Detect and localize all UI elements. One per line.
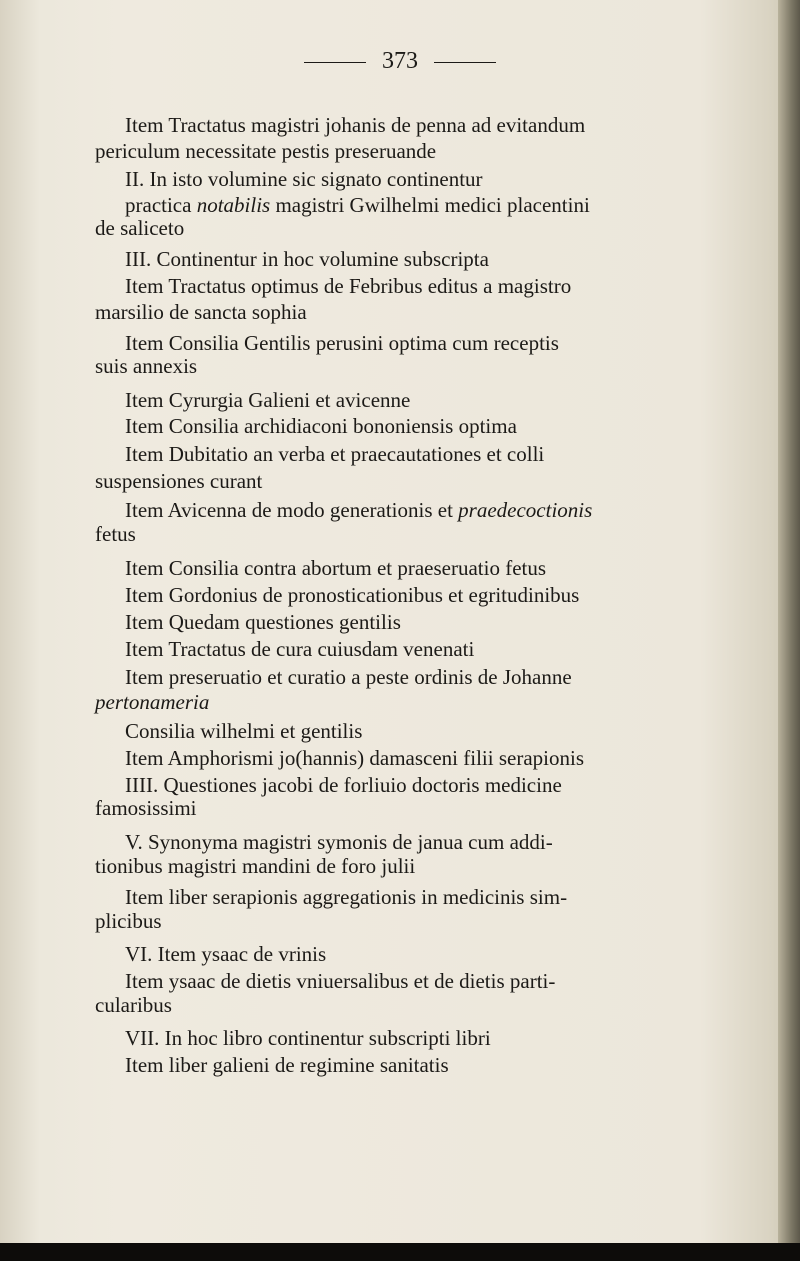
line-11: Item Cyrurgia Galieni et avicenne [125,388,411,412]
line-33: cularibus [95,993,172,1017]
line-24: Item Amphorismi jo(hannis) damasceni filii serapionis [125,746,584,770]
line-19: Item Quedam questiones gentilis [125,610,401,634]
line-5: de saliceto [95,216,185,240]
header-dash-left [304,62,366,63]
line-8: marsilio de sancta sophia [95,300,307,324]
line-7: Item Tractatus optimus de Febribus editus a magistro [125,274,572,298]
line-4: practica notabilis magistri Gwilhelmi medici placentini [125,193,590,217]
line-22: pertonameria [95,690,210,714]
line-3: II. In isto volumine sic signato continentur [125,167,483,191]
page-edge-shadow [778,0,800,1261]
line-1: Item Tractatus magistri johanis de penna ad evitandum [125,113,586,137]
line-27: V. Synonyma magistri symonis de janua cum addi- [125,830,553,854]
line-20: Item Tractatus de cura cuiusdam venenati [125,637,475,661]
line-18: Item Gordonius de pronosticationibus et egritudinibus [125,583,580,607]
line-25: IIII. Questiones jacobi de forliuio doctoris medicine [125,773,562,797]
line-14: suspensiones curant [95,469,263,493]
header-dash-right [434,62,496,63]
page-header [0,48,800,75]
line-16: fetus [95,522,136,546]
line-26: famosissimi [95,796,197,820]
line-23: Consilia wilhelmi et gentilis [125,719,363,743]
line-13: Item Dubitatio an verba et praecautationes et colli [125,442,545,466]
line-10: suis annexis [95,354,198,378]
line-28: tionibus magistri mandini de foro julii [95,854,416,878]
line-12: Item Consilia archidiaconi bononiensis optima [125,414,517,438]
line-29: Item liber serapionis aggregationis in medicinis sim- [125,885,568,909]
line-9: Item Consilia Gentilis perusini optima cum receptis [125,331,559,355]
line-30: plicibus [95,909,162,933]
line-15: Item Avicenna de modo generationis et praedecoctionis [125,498,593,522]
line-34: VII. In hoc libro continentur subscripti libri [125,1026,491,1050]
scan-bottom-border [0,1243,800,1261]
line-31: VI. Item ysaac de vrinis [125,942,327,966]
line-17: Item Consilia contra abortum et praeseruatio fetus [125,556,547,580]
line-2: periculum necessitate pestis preseruande [95,139,437,163]
line-21: Item preseruatio et curatio a peste ordinis de Johanne [125,665,572,689]
line-35: Item liber galieni de regimine sanitatis [125,1053,449,1077]
line-6: III. Continentur in hoc volumine subscripta [125,247,489,271]
page-number: 373 [382,48,418,74]
line-32: Item ysaac de dietis vniuersalibus et de dietis parti- [125,969,556,993]
